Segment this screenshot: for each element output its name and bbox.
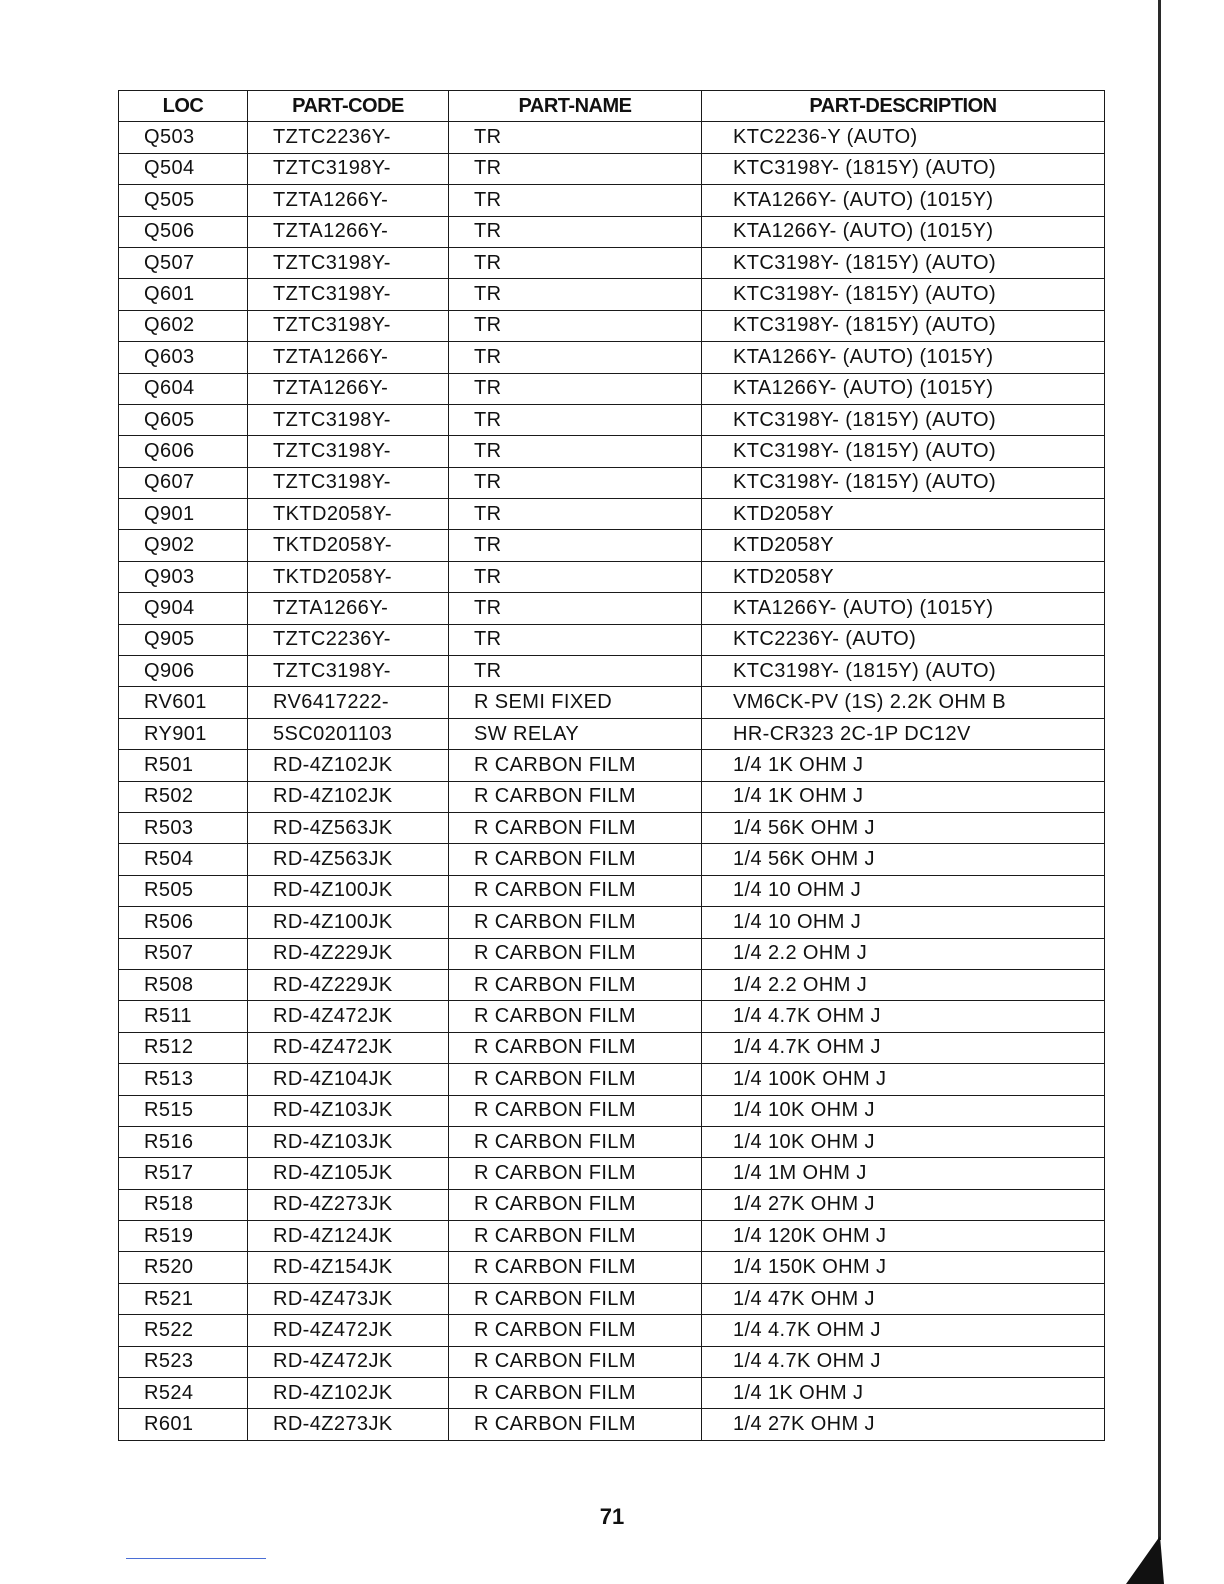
cell-part-description: 1/4 56K OHM J: [702, 812, 1105, 843]
cell-part-code: RD-4Z102JK: [248, 1378, 449, 1409]
cell-part-name: R CARBON FILM: [449, 875, 702, 906]
cell-part-description: KTC3198Y- (1815Y) (AUTO): [702, 279, 1105, 310]
cell-part-code: TZTC3198Y-: [248, 404, 449, 435]
cell-part-name: TR: [449, 153, 702, 184]
cell-part-name: TR: [449, 656, 702, 687]
cell-part-code: TZTC3198Y-: [248, 467, 449, 498]
cell-loc: R518: [119, 1189, 248, 1220]
cell-loc: R601: [119, 1409, 248, 1440]
cell-part-code: RD-4Z104JK: [248, 1064, 449, 1095]
cell-part-description: 1/4 2.2 OHM J: [702, 969, 1105, 1000]
cell-loc: RV601: [119, 687, 248, 718]
cell-part-description: KTC3198Y- (1815Y) (AUTO): [702, 656, 1105, 687]
cell-loc: R515: [119, 1095, 248, 1126]
cell-loc: R519: [119, 1221, 248, 1252]
cell-loc: R513: [119, 1064, 248, 1095]
cell-part-code: RD-4Z102JK: [248, 750, 449, 781]
cell-part-name: R CARBON FILM: [449, 1378, 702, 1409]
cell-loc: Q903: [119, 561, 248, 592]
cell-loc: R512: [119, 1032, 248, 1063]
table-row: [119, 1221, 1105, 1252]
cell-part-description: KTA1266Y- (AUTO) (1015Y): [702, 593, 1105, 624]
cell-part-description: KTC3198Y- (1815Y) (AUTO): [702, 436, 1105, 467]
cell-part-code: TZTC3198Y-: [248, 310, 449, 341]
header-row: [119, 91, 1105, 122]
cell-part-name: R CARBON FILM: [449, 1095, 702, 1126]
cell-part-name: R CARBON FILM: [449, 1126, 702, 1157]
table-row: [119, 969, 1105, 1000]
cell-part-code: RD-4Z154JK: [248, 1252, 449, 1283]
cell-part-code: TKTD2058Y-: [248, 499, 449, 530]
cell-part-description: 1/4 10 OHM J: [702, 875, 1105, 906]
table-row: [119, 750, 1105, 781]
cell-part-name: R CARBON FILM: [449, 1315, 702, 1346]
cell-part-code: TZTC3198Y-: [248, 279, 449, 310]
cell-part-description: KTC2236Y- (AUTO): [702, 624, 1105, 655]
table-row: [119, 1346, 1105, 1377]
cell-part-code: TZTA1266Y-: [248, 373, 449, 404]
cell-part-description: 1/4 120K OHM J: [702, 1221, 1105, 1252]
cell-part-name: TR: [449, 216, 702, 247]
cell-part-code: RD-4Z472JK: [248, 1315, 449, 1346]
cell-part-description: KTA1266Y- (AUTO) (1015Y): [702, 216, 1105, 247]
cell-loc: RY901: [119, 718, 248, 749]
cell-part-name: TR: [449, 530, 702, 561]
table-row: [119, 1378, 1105, 1409]
cell-part-name: R CARBON FILM: [449, 812, 702, 843]
header-part-name: PART-NAME: [449, 91, 702, 122]
table-row: [119, 656, 1105, 687]
table-row: [119, 875, 1105, 906]
cell-part-description: 1/4 2.2 OHM J: [702, 938, 1105, 969]
cell-part-code: RD-4Z103JK: [248, 1126, 449, 1157]
cell-loc: R523: [119, 1346, 248, 1377]
cell-part-code: RD-4Z124JK: [248, 1221, 449, 1252]
cell-part-code: TZTA1266Y-: [248, 185, 449, 216]
cell-part-code: RD-4Z563JK: [248, 844, 449, 875]
cell-loc: R516: [119, 1126, 248, 1157]
cell-loc: Q604: [119, 373, 248, 404]
cell-part-name: R CARBON FILM: [449, 1221, 702, 1252]
cell-part-code: RD-4Z105JK: [248, 1158, 449, 1189]
cell-loc: R505: [119, 875, 248, 906]
table-row: [119, 1283, 1105, 1314]
cell-part-name: R CARBON FILM: [449, 1189, 702, 1220]
cell-part-name: TR: [449, 310, 702, 341]
cell-part-code: RD-4Z472JK: [248, 1001, 449, 1032]
cell-part-description: 1/4 10K OHM J: [702, 1095, 1105, 1126]
cell-part-description: KTA1266Y- (AUTO) (1015Y): [702, 185, 1105, 216]
cell-part-description: 1/4 4.7K OHM J: [702, 1001, 1105, 1032]
table-row: [119, 373, 1105, 404]
table-row: [119, 561, 1105, 592]
cell-part-name: TR: [449, 593, 702, 624]
cell-part-description: KTD2058Y: [702, 530, 1105, 561]
cell-part-code: RD-4Z472JK: [248, 1346, 449, 1377]
cell-part-name: R CARBON FILM: [449, 969, 702, 1000]
cell-part-description: 1/4 27K OHM J: [702, 1409, 1105, 1440]
table-row: [119, 1409, 1105, 1440]
cell-part-code: TZTC3198Y-: [248, 247, 449, 278]
table-row: [119, 1032, 1105, 1063]
cell-part-name: R CARBON FILM: [449, 907, 702, 938]
cell-part-name: TR: [449, 561, 702, 592]
table-row: [119, 342, 1105, 373]
table-row: [119, 122, 1105, 153]
table-row: [119, 844, 1105, 875]
cell-part-name: TR: [449, 436, 702, 467]
cell-loc: Q607: [119, 467, 248, 498]
cell-part-code: RD-4Z102JK: [248, 781, 449, 812]
cell-part-code: TZTA1266Y-: [248, 342, 449, 373]
cell-part-name: R CARBON FILM: [449, 781, 702, 812]
cell-loc: Q504: [119, 153, 248, 184]
cell-part-name: R SEMI FIXED: [449, 687, 702, 718]
cell-part-description: 1/4 4.7K OHM J: [702, 1315, 1105, 1346]
cell-part-description: KTC3198Y- (1815Y) (AUTO): [702, 310, 1105, 341]
cell-part-description: 1/4 47K OHM J: [702, 1283, 1105, 1314]
table-row: [119, 530, 1105, 561]
table-row: [119, 153, 1105, 184]
cell-part-code: 5SC0201103: [248, 718, 449, 749]
cell-part-code: TZTC3198Y-: [248, 656, 449, 687]
cell-part-code: RV6417222-: [248, 687, 449, 718]
cell-part-code: RD-4Z103JK: [248, 1095, 449, 1126]
table-row: [119, 1001, 1105, 1032]
cell-part-description: 1/4 100K OHM J: [702, 1064, 1105, 1095]
cell-part-description: KTC3198Y- (1815Y) (AUTO): [702, 153, 1105, 184]
cell-part-description: 1/4 4.7K OHM J: [702, 1032, 1105, 1063]
table-row: [119, 687, 1105, 718]
table-row: [119, 1064, 1105, 1095]
cell-loc: R521: [119, 1283, 248, 1314]
cell-part-description: 1/4 1M OHM J: [702, 1158, 1105, 1189]
cell-loc: Q601: [119, 279, 248, 310]
cell-part-name: TR: [449, 373, 702, 404]
cell-part-name: R CARBON FILM: [449, 1409, 702, 1440]
table-row: [119, 1315, 1105, 1346]
cell-part-code: TZTA1266Y-: [248, 216, 449, 247]
cell-loc: Q906: [119, 656, 248, 687]
cell-loc: Q507: [119, 247, 248, 278]
cell-loc: Q506: [119, 216, 248, 247]
cell-part-description: KTC2236-Y (AUTO): [702, 122, 1105, 153]
cell-part-name: TR: [449, 122, 702, 153]
cell-part-name: SW RELAY: [449, 718, 702, 749]
table-header: [119, 91, 1105, 122]
cell-part-name: TR: [449, 467, 702, 498]
table-row: [119, 1189, 1105, 1220]
cell-loc: R506: [119, 907, 248, 938]
header-loc: LOC: [119, 91, 248, 122]
table-row: [119, 938, 1105, 969]
cell-part-code: TZTA1266Y-: [248, 593, 449, 624]
cell-part-name: R CARBON FILM: [449, 938, 702, 969]
cell-part-name: TR: [449, 342, 702, 373]
cell-loc: R508: [119, 969, 248, 1000]
cell-part-code: RD-4Z273JK: [248, 1189, 449, 1220]
cell-part-description: 1/4 4.7K OHM J: [702, 1346, 1105, 1377]
cell-loc: R502: [119, 781, 248, 812]
cell-part-code: RD-4Z563JK: [248, 812, 449, 843]
table-row: [119, 624, 1105, 655]
cell-loc: R520: [119, 1252, 248, 1283]
cell-loc: Q904: [119, 593, 248, 624]
cell-part-code: RD-4Z229JK: [248, 938, 449, 969]
table-row: [119, 216, 1105, 247]
cell-part-description: KTA1266Y- (AUTO) (1015Y): [702, 342, 1105, 373]
cell-part-code: TZTC3198Y-: [248, 153, 449, 184]
cell-part-description: 1/4 1K OHM J: [702, 750, 1105, 781]
cell-part-name: R CARBON FILM: [449, 1001, 702, 1032]
cell-loc: R524: [119, 1378, 248, 1409]
cell-part-name: TR: [449, 279, 702, 310]
table-row: [119, 310, 1105, 341]
cell-part-description: 1/4 150K OHM J: [702, 1252, 1105, 1283]
cell-part-name: TR: [449, 185, 702, 216]
table-row: [119, 1158, 1105, 1189]
cell-loc: Q905: [119, 624, 248, 655]
table-row: [119, 247, 1105, 278]
cell-part-description: VM6CK-PV (1S) 2.2K OHM B: [702, 687, 1105, 718]
cell-part-code: TKTD2058Y-: [248, 530, 449, 561]
cell-part-name: R CARBON FILM: [449, 1032, 702, 1063]
page-number: 71: [599, 1504, 625, 1529]
cell-part-name: TR: [449, 624, 702, 655]
cell-part-name: R CARBON FILM: [449, 1252, 702, 1283]
cell-part-description: 1/4 1K OHM J: [702, 1378, 1105, 1409]
cell-part-description: HR-CR323 2C-1P DC12V: [702, 718, 1105, 749]
cell-part-code: TZTC3198Y-: [248, 436, 449, 467]
cell-part-description: KTC3198Y- (1815Y) (AUTO): [702, 404, 1105, 435]
cell-part-description: KTD2058Y: [702, 499, 1105, 530]
cell-loc: R517: [119, 1158, 248, 1189]
cell-part-code: RD-4Z229JK: [248, 969, 449, 1000]
table-row: [119, 1126, 1105, 1157]
cell-part-description: KTC3198Y- (1815Y) (AUTO): [702, 247, 1105, 278]
page-edge-mark: [1126, 1536, 1164, 1584]
cell-loc: Q902: [119, 530, 248, 561]
cell-loc: Q901: [119, 499, 248, 530]
cell-part-code: RD-4Z100JK: [248, 907, 449, 938]
table-row: [119, 499, 1105, 530]
cell-loc: R511: [119, 1001, 248, 1032]
table-row: [119, 781, 1105, 812]
page-edge-line: [1158, 0, 1161, 1540]
cell-part-description: 1/4 27K OHM J: [702, 1189, 1105, 1220]
cell-loc: Q503: [119, 122, 248, 153]
cell-part-name: R CARBON FILM: [449, 844, 702, 875]
table-row: [119, 718, 1105, 749]
table-body: [119, 122, 1105, 1440]
footer-rule: [126, 1558, 266, 1559]
cell-part-name: R CARBON FILM: [449, 1158, 702, 1189]
cell-part-name: R CARBON FILM: [449, 750, 702, 781]
cell-loc: Q602: [119, 310, 248, 341]
cell-part-description: KTD2058Y: [702, 561, 1105, 592]
table-row: [119, 467, 1105, 498]
cell-loc: Q605: [119, 404, 248, 435]
cell-part-code: TKTD2058Y-: [248, 561, 449, 592]
cell-loc: R503: [119, 812, 248, 843]
table-row: [119, 436, 1105, 467]
cell-part-description: 1/4 10K OHM J: [702, 1126, 1105, 1157]
cell-part-description: 1/4 1K OHM J: [702, 781, 1105, 812]
cell-part-code: RD-4Z472JK: [248, 1032, 449, 1063]
table-row: [119, 907, 1105, 938]
cell-part-name: TR: [449, 499, 702, 530]
table-row: [119, 185, 1105, 216]
cell-loc: R522: [119, 1315, 248, 1346]
cell-part-name: TR: [449, 404, 702, 435]
cell-loc: R501: [119, 750, 248, 781]
cell-loc: Q606: [119, 436, 248, 467]
cell-part-name: TR: [449, 247, 702, 278]
cell-part-description: 1/4 10 OHM J: [702, 907, 1105, 938]
cell-loc: R504: [119, 844, 248, 875]
header-part-code: PART-CODE: [248, 91, 449, 122]
cell-part-name: R CARBON FILM: [449, 1283, 702, 1314]
header-part-description: PART-DESCRIPTION: [702, 91, 1105, 122]
cell-part-description: KTC3198Y- (1815Y) (AUTO): [702, 467, 1105, 498]
table-row: [119, 404, 1105, 435]
table-row: [119, 279, 1105, 310]
cell-part-description: KTA1266Y- (AUTO) (1015Y): [702, 373, 1105, 404]
cell-loc: Q505: [119, 185, 248, 216]
cell-part-description: 1/4 56K OHM J: [702, 844, 1105, 875]
cell-part-code: TZTC2236Y-: [248, 624, 449, 655]
table-row: [119, 593, 1105, 624]
cell-part-code: RD-4Z100JK: [248, 875, 449, 906]
cell-loc: Q603: [119, 342, 248, 373]
table-row: [119, 1095, 1105, 1126]
cell-part-code: RD-4Z273JK: [248, 1409, 449, 1440]
parts-list-table: [118, 90, 1105, 1441]
cell-part-code: TZTC2236Y-: [248, 122, 449, 153]
table-row: [119, 1252, 1105, 1283]
cell-part-code: RD-4Z473JK: [248, 1283, 449, 1314]
cell-part-name: R CARBON FILM: [449, 1346, 702, 1377]
cell-part-name: R CARBON FILM: [449, 1064, 702, 1095]
table-row: [119, 812, 1105, 843]
cell-loc: R507: [119, 938, 248, 969]
